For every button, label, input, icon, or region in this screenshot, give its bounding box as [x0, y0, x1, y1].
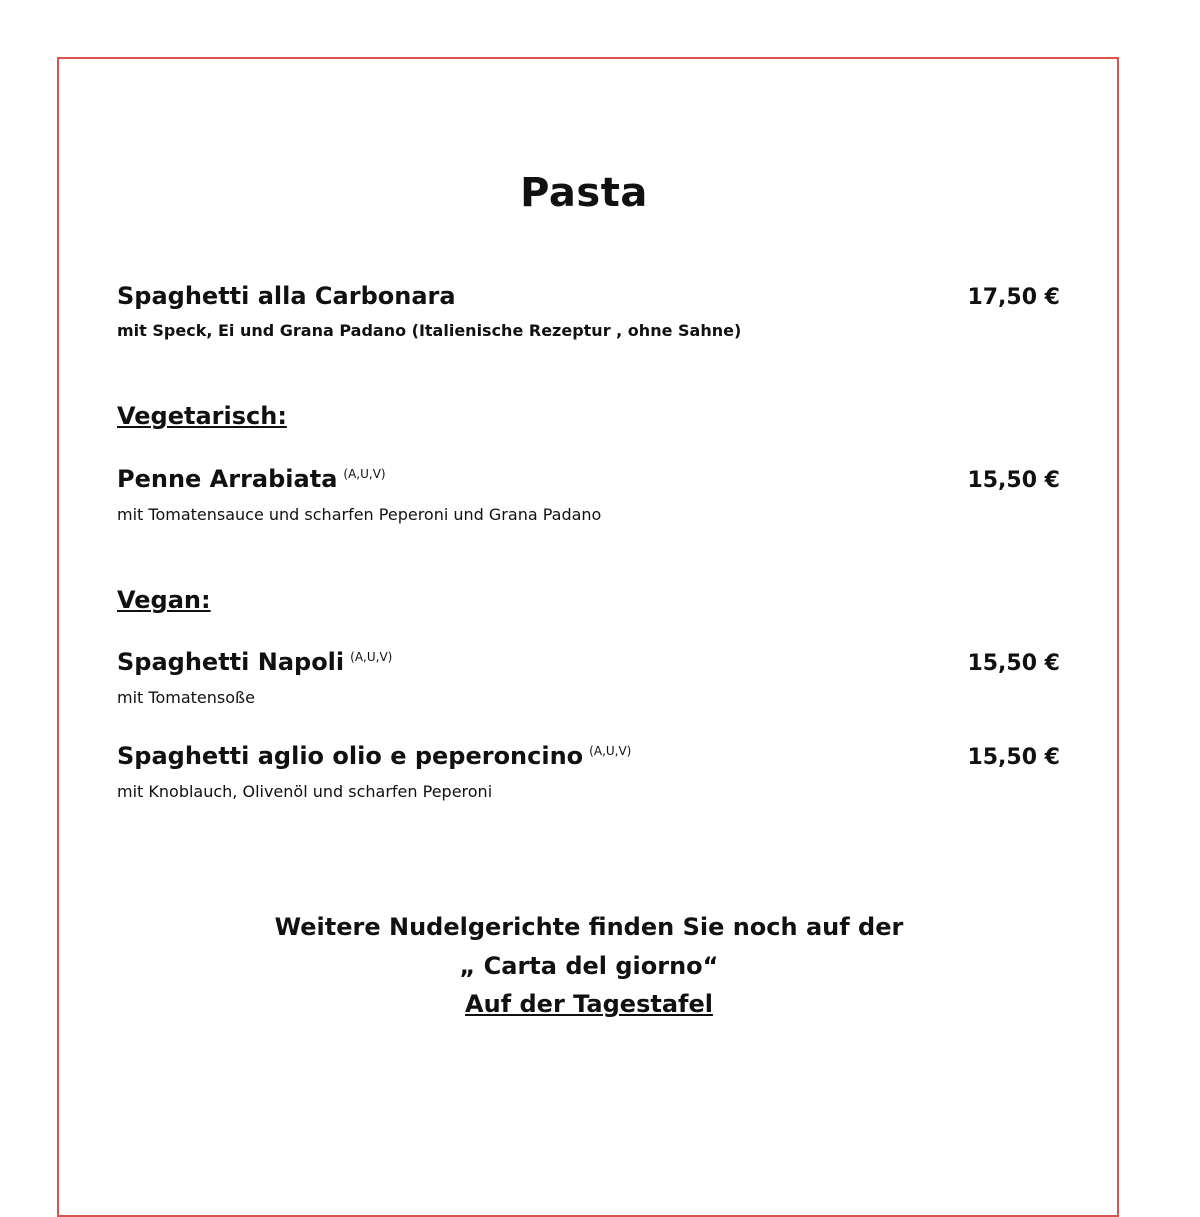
menu-item-price: 15,50 € [967, 651, 1060, 676]
menu-item-name [117, 465, 386, 493]
menu-item-name-text: Penne Arrabiata [117, 465, 338, 493]
menu-item-price: 17,50 € [967, 285, 1060, 310]
footer-note-line: „ Carta del giorno“ [459, 952, 719, 980]
menu-item-name [117, 648, 392, 676]
section-heading-vegetarian: Vegetarisch: [117, 402, 287, 430]
menu-frame [57, 57, 1119, 1217]
menu-item-description: mit Speck, Ei und Grana Padano (Italienische Rezeptur , ohne Sahne) [117, 321, 742, 340]
allergen-codes: (A,U,V) [350, 650, 393, 664]
menu-item-name-text: Spaghetti aglio olio e peperoncino [117, 742, 584, 770]
allergen-codes: (A,U,V) [343, 467, 386, 481]
footer-note-line: Weitere Nudelgerichte finden Sie noch auf der [274, 913, 904, 941]
allergen-codes: (A,U,V) [589, 744, 632, 758]
section-heading-vegan: Vegan: [117, 586, 211, 614]
page-title: Pasta [520, 170, 648, 216]
menu-item-name-text: Spaghetti alla Carbonara [117, 282, 456, 310]
menu-item-name [117, 742, 631, 770]
menu-item-description: mit Tomatensoße [117, 688, 255, 707]
menu-item-description: mit Knoblauch, Olivenöl und scharfen Peperoni [117, 782, 493, 801]
menu-item-name [117, 282, 456, 310]
menu-item-price: 15,50 € [967, 468, 1060, 493]
menu-item-price: 15,50 € [967, 745, 1060, 770]
footer-daily-board-line: Auf der Tagestafel [465, 990, 713, 1018]
menu-item-description: mit Tomatensauce und scharfen Peperoni und Grana Padano [117, 505, 602, 524]
menu-item-name-text: Spaghetti Napoli [117, 648, 345, 676]
